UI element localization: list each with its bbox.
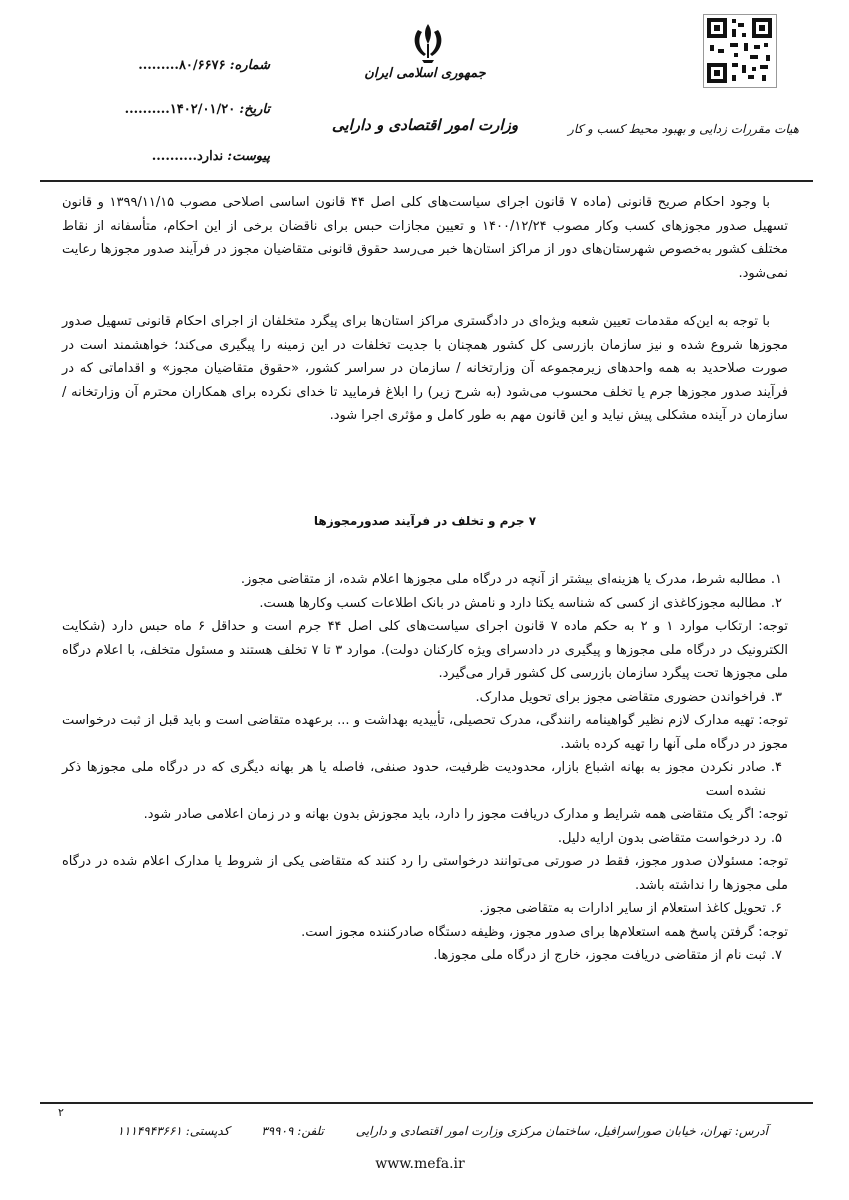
item-text: رد درخواست متقاضی بدون ارایه دلیل. xyxy=(557,830,766,846)
date-label: تاریخ: xyxy=(239,102,270,117)
date-value: ۱۴۰۲/۰۱/۲۰.......... xyxy=(124,102,236,117)
item-number: ۱. xyxy=(770,572,782,587)
item-text: مطالبه مجوزکاغذی از کسی که شناسه یکتا دارد و نامش در بانک اطلاعات کسب وکارها هست. xyxy=(259,595,766,611)
item-number: ۷. xyxy=(770,948,782,963)
paragraph-1: با وجود احکام صریح قانونی (ماده ۷ قانون اجرای سیاست‌های کلی اصل ۴۴ قانون اساسی اصلاحی مصوب ۱۳۹۹/۱۱/۱۵ و قانون تسهیل صدور مجوزهای کسب وکار مصوب ۱۴۰۰/۱۲/۲۴ و تعیین مجازات حبس برای ناقضان برخی از این احکام، متأسفانه از نقاط مختلف کشور به‌خصوص شهرستان‌های دور از مراکز استان‌ها خبر می‌رسد حقوق قانونی متقاضیان مجوز در فرآیند صدور مجوزها رعایت نمی‌شود. xyxy=(62,195,788,281)
footer-contact xyxy=(88,1124,768,1138)
list-item xyxy=(62,944,788,968)
item-number: ۵. xyxy=(770,830,782,846)
letter-number-row xyxy=(40,58,270,78)
list-item xyxy=(62,827,788,851)
item-number: ۴. xyxy=(770,760,782,775)
number-label: شماره: xyxy=(229,58,270,73)
list-item xyxy=(62,756,788,803)
letterhead xyxy=(0,0,849,182)
number-value: ۸۰/۶۶۷۶......... xyxy=(138,58,226,73)
item-text: ثبت نام از متقاضی دریافت مجوز، خارج از درگاه ملی مجوزها. xyxy=(433,948,766,963)
item-text: مطالبه شرط، مدرک یا هزینه‌ای بیشتر از آنچه در درگاه ملی مجوزها اعلام شده، از متقاضی مجوز. xyxy=(240,572,766,587)
violations-list xyxy=(62,568,788,968)
item-number: ۲. xyxy=(770,595,782,611)
footer-phone: تلفن: ۳۹۹۰۹ xyxy=(261,1124,324,1138)
item-number: ۶. xyxy=(770,901,782,916)
list-item xyxy=(62,592,788,616)
footer-postal-code: کدپستی: ۱۱۱۴۹۴۳۶۶۱ xyxy=(117,1124,230,1138)
note-3: توجه: تهیه مدارک لازم نظیر گواهینامه رانندگی، مدرک تحصیلی، تأییدیه بهداشت و ... برعهده متقاضی است و باید قبل از ثبت درخواست مجوز در درگاه ملی آنها را تهیه کرده باشد. xyxy=(62,713,788,752)
note-6: توجه: گرفتن پاسخ همه استعلام‌ها برای صدور مجوز، وظیفه دستگاه صادرکننده مجوز است. xyxy=(301,924,788,940)
item-text: صادر نکردن مجوز به بهانه اشباع بازار، محدودیت ظرفیت، حدود صنفی، فاصله یا هر بهانه دیگری که در درگاه ملی مجوزها ذکر نشده است xyxy=(62,760,766,799)
republic-title: جمهوری اسلامی ایران xyxy=(364,66,486,81)
section-title: ۷ جرم و تخلف در فرآیند صدورمجوزها xyxy=(313,514,537,528)
item-text: تحویل کاغذ استعلام از سایر ادارات به متقاضی مجوز. xyxy=(479,901,766,916)
note-4: توجه: اگر یک متقاضی همه شرایط و مدارک دریافت مجوز را دارد، باید مجوزش بدون بهانه و در زمان اعلامی صادر شود. xyxy=(143,807,788,822)
attachment-row xyxy=(40,149,270,169)
list-item xyxy=(62,568,788,592)
item-text: فراخواندن حضوری متقاضی مجوز برای تحویل مدارک. xyxy=(475,689,766,705)
list-item xyxy=(62,897,788,921)
ministry-title: وزارت امور اقتصادی و دارایی xyxy=(331,116,519,134)
list-item xyxy=(62,686,788,710)
board-caption: هیات مقررات زدایی و بهبود محیط کسب و کار xyxy=(568,122,799,136)
header-divider xyxy=(40,180,813,182)
emblem-icon xyxy=(408,20,448,64)
attachment-label: پیوست: xyxy=(227,149,270,164)
footer-divider xyxy=(40,1102,813,1104)
note-5: توجه: مسئولان صدور مجوز، فقط در صورتی می‌توانند درخواستی را رد کنند که متقاضی یکی از شروط یا مدارک اعلام شده در درگاه ملی مجوزها را نداشته باشد. xyxy=(62,854,788,893)
paragraph-2: با توجه به این‌که مقدمات تعیین شعبه ویژه‌ای در دادگستری مراکز استان‌ها برای پیگرد متخلفان از اجرای احکام قانونی تسهیل صدور مجوزها شروع شده و نیز سازمان بازرسی کل کشور همچنان با جدیت تخلفات در این زمینه را پیگیری می‌کند؛ خواهشمند است در صورت صلاحدید به همه واحدهای زیرمجموعه آن وزارتخانه / سازمان در سراسر کشور، «حقوق متقاضیان مجوز» و اقداماتی که در فرآیند صدور مجوزها جرم یا تخلف محسوب می‌شود (به شرح زیر) را ابلاغ فرمایید تا خدای نکرده برای همکاران محترم آن وزارتخانه / سازمان در آینده مشکلی پیش نیاید و این قانون مهم به طور کامل و مؤثری اجرا شود. xyxy=(62,314,788,423)
footer-address: آدرس: تهران، خیابان صوراسرافیل، ساختمان مرکزی وزارت امور اقتصادی و دارایی xyxy=(355,1124,768,1138)
letter-date-row xyxy=(40,102,270,122)
footer-website-link[interactable]: www.mefa.ir xyxy=(375,1156,465,1172)
item-number: ۳. xyxy=(770,689,782,705)
attachment-value: ندارد.......... xyxy=(151,149,224,164)
qr-code[interactable] xyxy=(703,14,777,88)
page-number: ۲ xyxy=(58,1106,64,1119)
note-1: توجه: ارتکاب موارد ۱ و ۲ به حکم ماده ۷ قانون اجرای سیاست‌های کلی اصل ۴۴ جرم است و حداقل ۶ ماه حبس دارد (شکایت الکترونیک در درگاه ملی مجوزها و پیگیری در دادسرای ویژه کارکنان دولت). موارد ۳ تا ۷ تخلف هستند و مسئول متخلف، با اعلام درگاه ملی مجوزها تحت پیگرد سازمان بازرسی کل کشور قرار می‌گیرد. xyxy=(62,619,789,681)
